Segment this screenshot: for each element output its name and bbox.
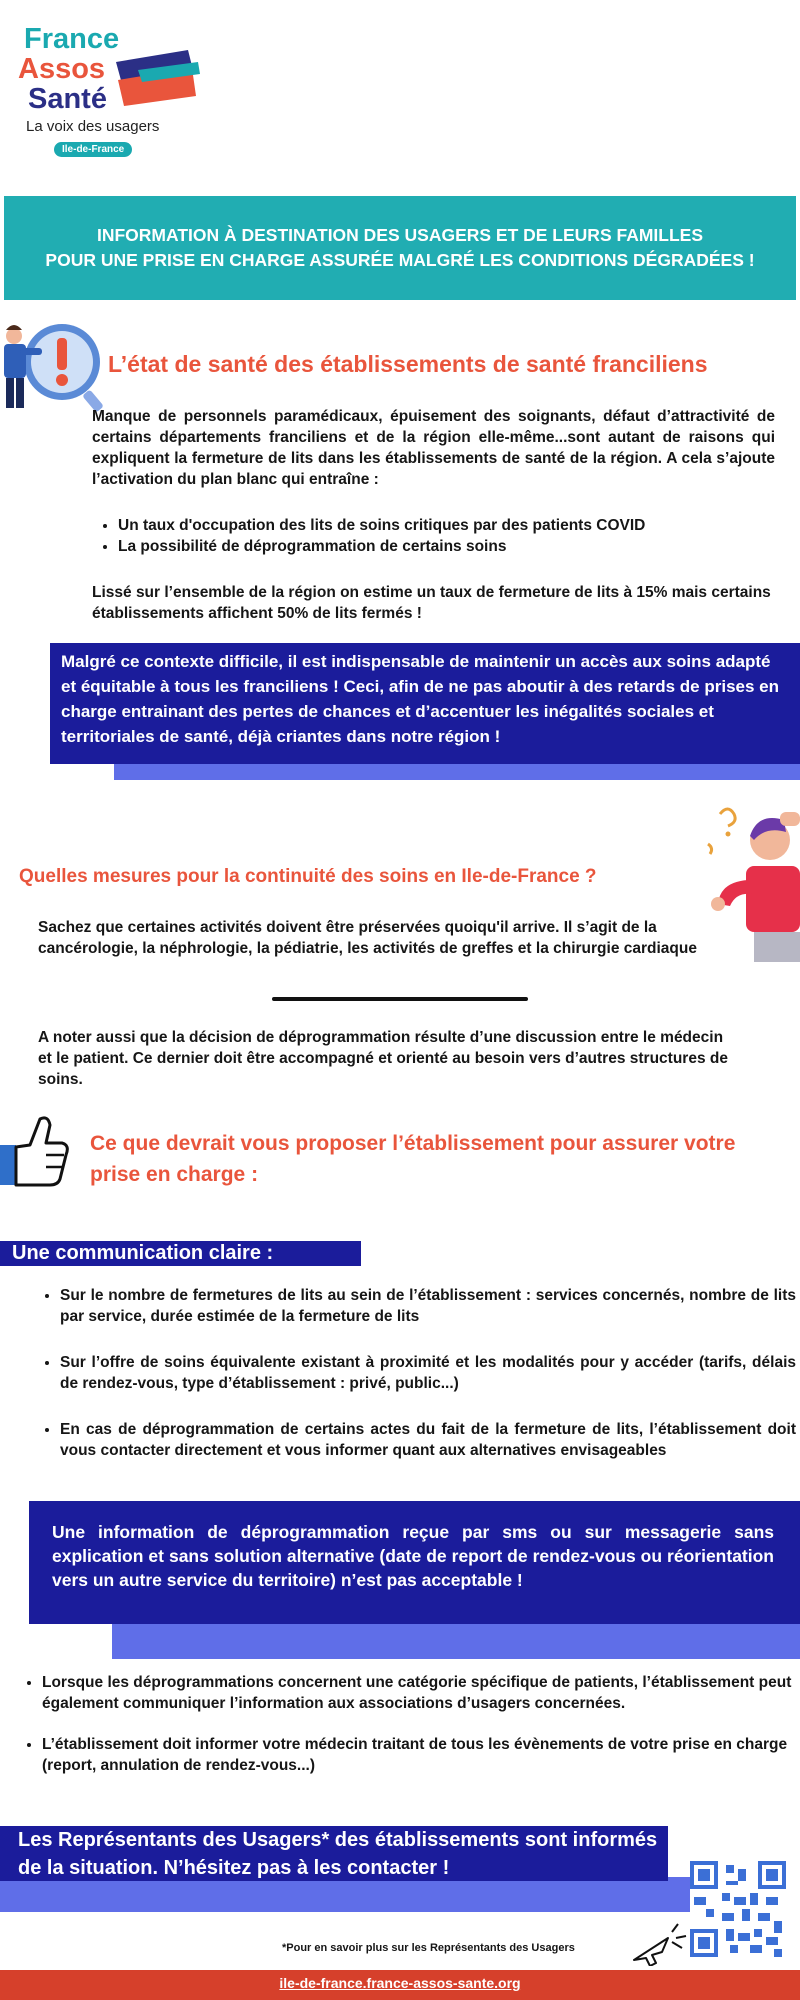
list-item: • Sur l’offre de soins équivalente existant à proximité et les modalités pour y accéder (tarifs, délais de rendez-vous, type d’établissement : privé, public...) (60, 1352, 796, 1394)
section1-callout (50, 643, 800, 764)
section-divider (272, 997, 528, 1001)
logo-region-badge: Ile-de-France (54, 142, 132, 157)
footer-note: *Pour en savoir plus sur les Représentants des Usagers (282, 1942, 575, 1954)
communication-subheading-bar (0, 1241, 361, 1266)
section3-callout-text: Une information de déprogrammation reçue par sms ou sur messagerie sans explication et sans solution alternative (date de report de rendez-vous ou réorientation vers un autre service du territoire) n’est pas acceptable ! (52, 1522, 774, 1590)
logo (18, 24, 188, 164)
section2-title: Quelles mesures pour la continuité des soins en Ile-de-France ? (19, 866, 597, 887)
footer-accent-strip (0, 1877, 690, 1912)
logo-france: France (24, 23, 120, 55)
section1-closing: Lissé sur l’ensemble de la région on estime un taux de fermeture de lits à 15% mais certains établissements affichent 50% de lits fermés ! (92, 584, 771, 622)
section3-title: Ce que devrait vous proposer l’établissement pour assurer votre prise en charge : (90, 1132, 736, 1186)
section3-callout (29, 1501, 800, 1624)
section1-callout-text: Malgré ce contexte difficile, il est indispensable de maintenir un accès aux soins adapté et équitable à tous les franciliens ! Ceci, afin de ne pas aboutir à des retards de prises en charge entrainant des pertes de chances et d’accentuer les inégalités sociales et territoriales de santé, déjà criantes dans notre région ! (61, 652, 780, 746)
website-link[interactable]: ile-de-france.france-assos-sante.org (279, 1975, 521, 1991)
cursor-click-icon (628, 1920, 688, 1966)
banner-line-2: POUR UNE PRISE EN CHARGE ASSURÉE MALGRÉ LES CONDITIONS DÉGRADÉES ! (45, 250, 755, 270)
thumbs-up-icon (0, 1113, 70, 1188)
logo-tagline: La voix des usagers (26, 118, 160, 135)
list-item: • Un taux d'occupation des lits de soins critiques par des patients COVID (118, 515, 798, 536)
logo-sante: Santé (28, 83, 107, 115)
footer-callout-text: Les Représentants des Usagers* des établissements sont informés de la situation. N’hésitez pas à les contacter ! (18, 1829, 658, 1879)
info-banner (4, 196, 796, 300)
list-item: • Sur le nombre de fermetures de lits au sein de l’établissement : services concernés, nombre de lits par service, durée estimée de la fermeture de lits (60, 1285, 796, 1327)
communication-subheading: Une communication claire : (12, 1242, 274, 1264)
section2-para1: Sachez que certaines activités doivent être préservées quoiqu'il arrive. Il s’agit de la cancérologie, la néphrologie, la pédiatrie, les activités de greffes et la chirurgie cardiaque (38, 919, 697, 957)
footer-callout (0, 1826, 668, 1881)
section1-bullet-list (92, 515, 798, 557)
alert-person-icon (0, 318, 105, 414)
section3-bullet-list-2 (18, 1672, 800, 1776)
banner-line-1: INFORMATION À DESTINATION DES USAGERS ET DE LEURS FAMILLES (96, 225, 704, 245)
logo-mark-icon (108, 44, 203, 124)
list-item: • La possibilité de déprogrammation de certains soins (118, 536, 798, 557)
section1-title: L’état de santé des établissements de santé franciliens (108, 351, 708, 377)
list-item: • L’établissement doit informer votre médecin traitant de tous les évènements de votre prise en charge (report, annulation de rendez-vous...) (42, 1734, 800, 1776)
section1-intro: Manque de personnels paramédicaux, épuisement des soignants, défaut d’attractivité de certains départements franciliens et de la région elle-même...sont autant de raisons qui expliquent la fermeture de lits dans les établissements de santé de la région. A cela s’ajoute l’activation du plan blanc qui entraîne : (92, 408, 775, 488)
footer-url-bar (0, 1970, 800, 2000)
logo-assos: Assos (18, 53, 106, 85)
section2-para2: A noter aussi que la décision de déprogrammation résulte d’une discussion entre le médecin et le patient. Ce dernier doit être accompagné et orienté au besoin vers d’autres structures de soins. (38, 1029, 728, 1088)
section3-bullet-list (34, 1285, 796, 1461)
list-item: • Lorsque les déprogrammations concernent une catégorie spécifique de patients, l’établissement peut également communiquer l’information aux associations d’usagers concernées. (42, 1672, 800, 1714)
qr-code[interactable] (690, 1861, 786, 1957)
callout2-accent-strip (112, 1624, 800, 1659)
list-item: • En cas de déprogrammation de certains actes du fait de la fermeture de lits, l’établissement doit vous contacter directement et vous informer quant aux alternatives envisageables (60, 1419, 796, 1461)
